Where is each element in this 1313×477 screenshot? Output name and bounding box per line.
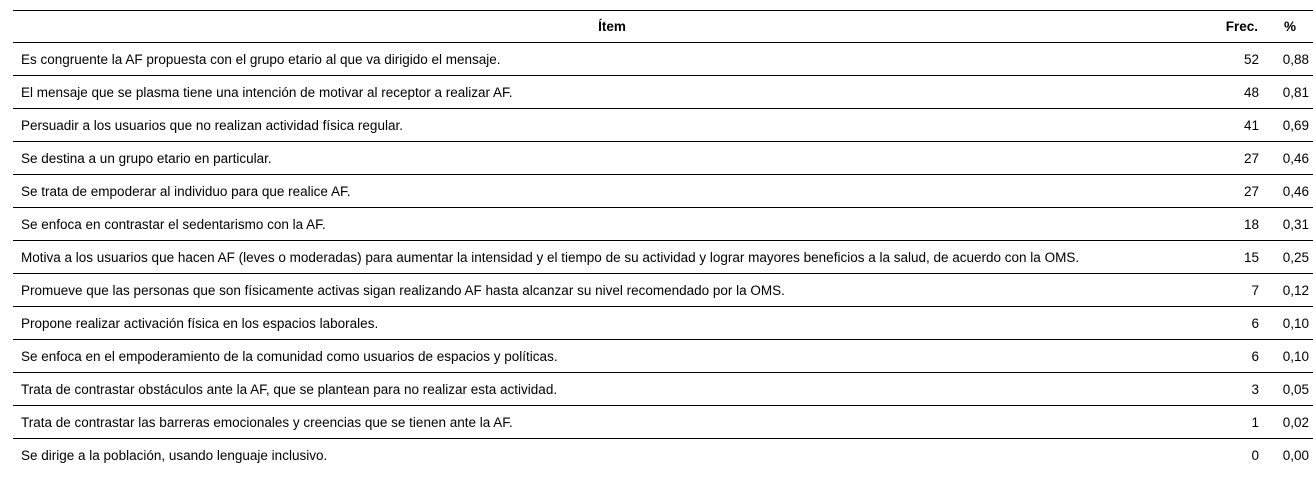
row-frequency: 41 [1211,109,1267,142]
row-percent: 0,00 [1282,447,1309,463]
row-item-text: Trata de contrastar las barreras emocionales y creencias que se tienen ante la AF. [13,406,1211,439]
row-item-text: Motiva a los usuarios que hacen AF (leves o moderadas) para aumentar la intensidad y el tiempo de su actividad y lograr mayores beneficios a la salud, de acuerdo con la OMS. [13,241,1211,274]
row-frequency: 6 [1211,307,1267,340]
header-freq: Frec. [1211,11,1267,43]
table-row [13,340,1313,373]
row-item-text: Es congruente la AF propuesta con el grupo etario al que va dirigido el mensaje. [13,43,1211,76]
row-item-text: Se enfoca en el empoderamiento de la comunidad como usuarios de espacios y políticas. [13,340,1211,373]
row-item-text: Propone realizar activación física en los espacios laborales. [13,307,1211,340]
row-percent: 0,10 [1267,307,1313,340]
row-percent: 0,10 [1267,340,1313,373]
row-item-text: Se enfoca en contrastar el sedentarismo con la AF. [13,208,1211,241]
table-row [13,406,1313,439]
row-frequency: 15 [1211,241,1267,274]
header-item: Ítem [13,11,1211,43]
row-frequency: 18 [1211,208,1267,241]
row-percent: 0,25 [1267,241,1313,274]
table-row [13,439,1313,472]
table-row [13,43,1313,76]
table-row [13,307,1313,340]
table-row [13,142,1313,175]
items-table [13,10,1313,471]
table-row [13,274,1313,307]
row-percent: 0,81 [1267,76,1313,109]
table-row [13,109,1313,142]
table-row [13,175,1313,208]
row-item-text: Se destina a un grupo etario en particular. [13,142,1211,175]
row-item-text: El mensaje que se plasma tiene una intención de motivar al receptor a realizar AF. [13,76,1211,109]
table-row [13,76,1313,109]
table-row [13,373,1313,406]
row-percent: 0,69 [1267,109,1313,142]
table-body [13,43,1313,472]
row-frequency: 0 [1251,447,1259,463]
row-frequency: 27 [1211,175,1267,208]
row-item-text: Se trata de empoderar al individuo para que realice AF. [13,175,1211,208]
row-frequency: 6 [1211,340,1267,373]
table-header [13,11,1313,43]
row-percent: 0,46 [1267,175,1313,208]
row-percent: 0,12 [1267,274,1313,307]
row-item-text: Persuadir a los usuarios que no realizan actividad física regular. [13,109,1211,142]
header-row [13,11,1313,43]
table-row [13,208,1313,241]
row-percent: 0,02 [1267,406,1313,439]
row-percent: 0,31 [1267,208,1313,241]
row-frequency: 27 [1211,142,1267,175]
row-percent: 0,46 [1267,142,1313,175]
row-frequency: 52 [1211,43,1267,76]
row-percent: 0,05 [1267,373,1313,406]
row-frequency: 48 [1211,76,1267,109]
row-frequency: 1 [1211,406,1267,439]
table-row [13,241,1313,274]
row-frequency: 3 [1211,373,1267,406]
row-item-text: Se dirige a la población, usando lenguaje inclusivo. [21,447,328,463]
row-percent: 0,88 [1267,43,1313,76]
row-item-text: Promueve que las personas que son físicamente activas sigan realizando AF hasta alcanzar su nivel recomendado por la OMS. [13,274,1211,307]
row-frequency: 7 [1211,274,1267,307]
row-item-text: Trata de contrastar obstáculos ante la AF, que se plantean para no realizar esta actividad. [13,373,1211,406]
header-percent: % [1267,11,1313,43]
